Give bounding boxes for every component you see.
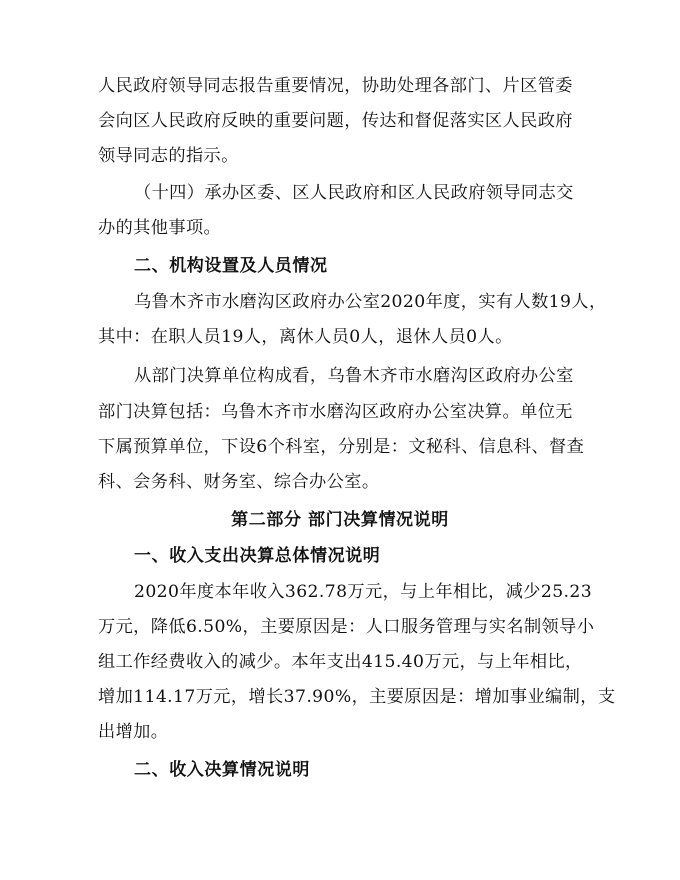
paragraph-2-line-1: （十四）承办区委、区人民政府和区人民政府领导同志交 <box>134 183 574 203</box>
paragraph-3-line-2: 其中：在职人员19人，离休人员0人，退休人员0人。 <box>98 327 513 347</box>
subsection-1-heading: 一、收入支出决算总体情况说明 <box>134 546 381 566</box>
paragraph-5-line-4: 增加114.17万元，增长37.90%，主要原因是：增加事业编制，支 <box>98 687 616 707</box>
subsection-2-heading: 二、收入决算情况说明 <box>134 760 310 780</box>
paragraph-4-line-2: 部门决算包括：乌鲁木齐市水磨沟区政府办公室决算。单位无 <box>98 402 573 422</box>
paragraph-2-line-2: 办的其他事项。 <box>98 218 222 238</box>
paragraph-5-line-5: 出增加。 <box>98 722 169 742</box>
part-2-title: 第二部分 部门决算情况说明 <box>231 510 449 530</box>
paragraph-4-line-4: 科、会务科、财务室、综合办公室。 <box>98 472 380 492</box>
paragraph-4-line-3: 下属预算单位，下设6个科室，分别是：文秘科、信息科、督查 <box>98 437 585 457</box>
paragraph-5-line-2: 万元，降低6.50%，主要原因是：人口服务管理与实名制领导小 <box>98 617 595 637</box>
paragraph-1-line-2: 会向区人民政府反映的重要问题，传达和督促落实区人民政府 <box>98 111 573 131</box>
paragraph-5-line-3: 组工作经费收入的减少。本年支出415.40万元，与上年相比， <box>98 652 583 672</box>
paragraph-1-line-3: 领导同志的指示。 <box>98 146 239 166</box>
paragraph-4-line-1: 从部门决算单位构成看，乌鲁木齐市水磨沟区政府办公室 <box>134 366 574 386</box>
paragraph-1-line-1: 人民政府领导同志报告重要情况，协助处理各部门、片区管委 <box>98 76 573 96</box>
paragraph-3-line-1: 乌鲁木齐市水磨沟区政府办公室2020年度，实有人数19人， <box>134 292 607 312</box>
paragraph-5-line-1: 2020年度本年收入362.78万元，与上年相比，减少25.23 <box>134 582 593 602</box>
section-2-heading: 二、机构设置及人员情况 <box>134 256 328 276</box>
